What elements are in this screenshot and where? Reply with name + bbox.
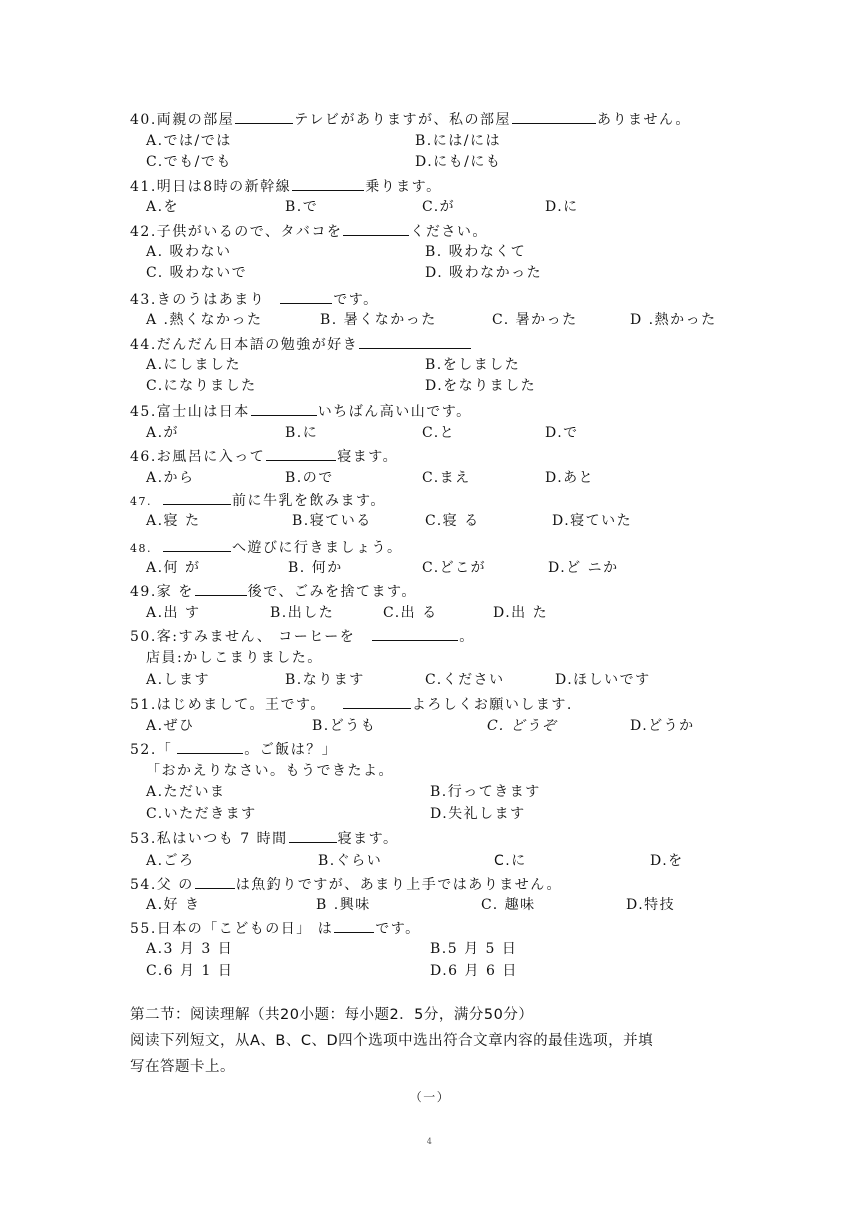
option: D.6 月 6 日 (430, 963, 518, 979)
option: C.に (494, 853, 527, 869)
option: C.になりました (146, 378, 257, 394)
dialog-line: 「おかえりなさい。もうできたよ。 (146, 763, 394, 779)
answer-blank (289, 828, 337, 843)
option: A.3 月 3 日 (146, 941, 234, 957)
question-43: 43.きのうはあまり です。 (130, 289, 379, 309)
answer-blank (512, 109, 596, 124)
passage-label: （一） (409, 1090, 451, 1104)
option: B.をしました (425, 357, 521, 373)
option: A.を (146, 199, 180, 215)
option: B.ので (285, 470, 334, 486)
question-50: 50.客:すみません、 コーヒーを 。 (130, 626, 475, 646)
answer-blank (251, 401, 317, 416)
option: B. 暑くなかった (320, 312, 437, 328)
option: D.ほしいです (555, 672, 651, 688)
answer-blank (266, 446, 336, 461)
option: A.から (146, 470, 195, 486)
option: D.を (650, 853, 684, 869)
section-heading: 第二节：阅读理解（共20小题：每小题2．5分，满分50分） (130, 1007, 534, 1023)
option: C.と (422, 425, 456, 441)
option: C.まえ (422, 470, 471, 486)
option: B.なります (285, 672, 365, 688)
answer-blank (280, 289, 332, 304)
option: A. 吸わない (146, 244, 232, 260)
option: A .熱くなかった (146, 312, 263, 328)
option: C.でも/でも (146, 154, 232, 170)
option: C. 趣味 (481, 897, 536, 913)
option: D.あと (545, 470, 595, 486)
option: D.にも/にも (415, 154, 502, 170)
option: D.特技 (626, 897, 676, 913)
option: B.に (285, 425, 319, 441)
question-41: 41.明日は8時の新幹線 乗ります。 (130, 176, 442, 196)
option: B. 何か (288, 560, 343, 576)
option: D.出 た (493, 605, 549, 621)
option: B.で (285, 199, 319, 215)
option: B .興味 (316, 897, 371, 913)
answer-blank (359, 334, 471, 349)
option: A.好 き (146, 897, 201, 913)
question-44: 44.だんだん日本語の勉強が好き (130, 334, 472, 354)
option: C.が (422, 199, 456, 215)
option: A.では/では (146, 133, 232, 149)
option: A.が (146, 425, 180, 441)
option: A.ただいま (146, 784, 226, 800)
option: C. 暑かった (492, 312, 578, 328)
option: D.寝ていた (552, 513, 633, 529)
option: D.どうか (630, 718, 695, 734)
question-42: 42.子供がいるので、タバコを ください。 (130, 221, 488, 241)
answer-blank (343, 221, 409, 236)
section-instruction-continued: 写在答题卡上。 (130, 1059, 235, 1075)
answer-blank (334, 918, 374, 933)
question-54: 54.父 の は魚釣りですが、あまり上手ではありません。 (130, 874, 562, 894)
option: B.行ってきます (430, 784, 541, 800)
answer-blank (195, 581, 247, 596)
answer-blank (235, 109, 293, 124)
answer-blank (163, 490, 231, 505)
option: B.5 月 5 日 (430, 941, 518, 957)
option: A.出 す (146, 605, 201, 621)
question-48: 48. へ遊びに行きましょう。 (130, 537, 403, 558)
option: D.ど ニか (548, 560, 619, 576)
answer-blank (292, 176, 364, 191)
question-53: 53.私はいつも 7 時間 寝ます。 (130, 828, 398, 848)
option: C.ください (425, 672, 505, 688)
option: D. 吸わなかった (425, 265, 543, 281)
option: D.で (545, 425, 579, 441)
dialog-line: 店員:かしこまりました。 (146, 650, 323, 666)
option: C.6 月 1 日 (146, 963, 234, 979)
option: C.どこが (422, 560, 487, 576)
question-49: 49.家 を 後で、ごみを捨てます。 (130, 581, 417, 601)
option: D.に (545, 199, 579, 215)
option: D.失礼します (430, 806, 526, 822)
answer-blank (163, 537, 231, 552)
section-instruction: 阅读下列短文，从A、B、C、D四个选项中选出符合文章内容的最佳选项，并填 (130, 1033, 654, 1049)
question-45: 45.富士山は日本 いちばん高い山です。 (130, 401, 472, 421)
answer-blank (372, 626, 458, 641)
option: B.ぐらい (318, 853, 383, 869)
option: C. 吸わないで (146, 265, 248, 281)
option: B.寝ている (292, 513, 372, 529)
option: B.どうも (312, 718, 377, 734)
question-40: 40.両親の部屋 テレビがありますが、私の部屋 ありません。 (130, 109, 691, 129)
answer-blank (195, 874, 235, 889)
option: C.出 る (383, 605, 438, 621)
question-52: 52.「 。ご飯は？」 (130, 739, 337, 759)
option: B.出した (270, 605, 335, 621)
page-number: 4 (426, 1137, 434, 1146)
option: C.寝 る (425, 513, 480, 529)
option: D .熱かった (630, 312, 717, 328)
option: B.には/には (415, 133, 501, 149)
answer-blank (177, 739, 243, 754)
option: A.します (146, 672, 211, 688)
option: B. 吸わなくて (425, 244, 527, 260)
option: D.をなりました (425, 378, 537, 394)
option: A.ぜひ (146, 718, 195, 734)
question-51: 51.はじめまして。王です。 よろしくお願いします. (130, 694, 573, 714)
question-55: 55.日本の「こどもの日」 は です。 (130, 918, 421, 938)
option: C.いただきます (146, 806, 257, 822)
option: A.何 が (146, 560, 201, 576)
question-47: 47. 前に牛乳を飲みます。 (130, 490, 386, 511)
option: A.にしました (146, 357, 242, 373)
question-46: 46.お風呂に入って 寝ます。 (130, 446, 398, 466)
answer-blank (343, 694, 411, 709)
option: C. どうぞ (487, 718, 558, 734)
option: A.寝 た (146, 513, 201, 529)
option: A.ごろ (146, 853, 195, 869)
